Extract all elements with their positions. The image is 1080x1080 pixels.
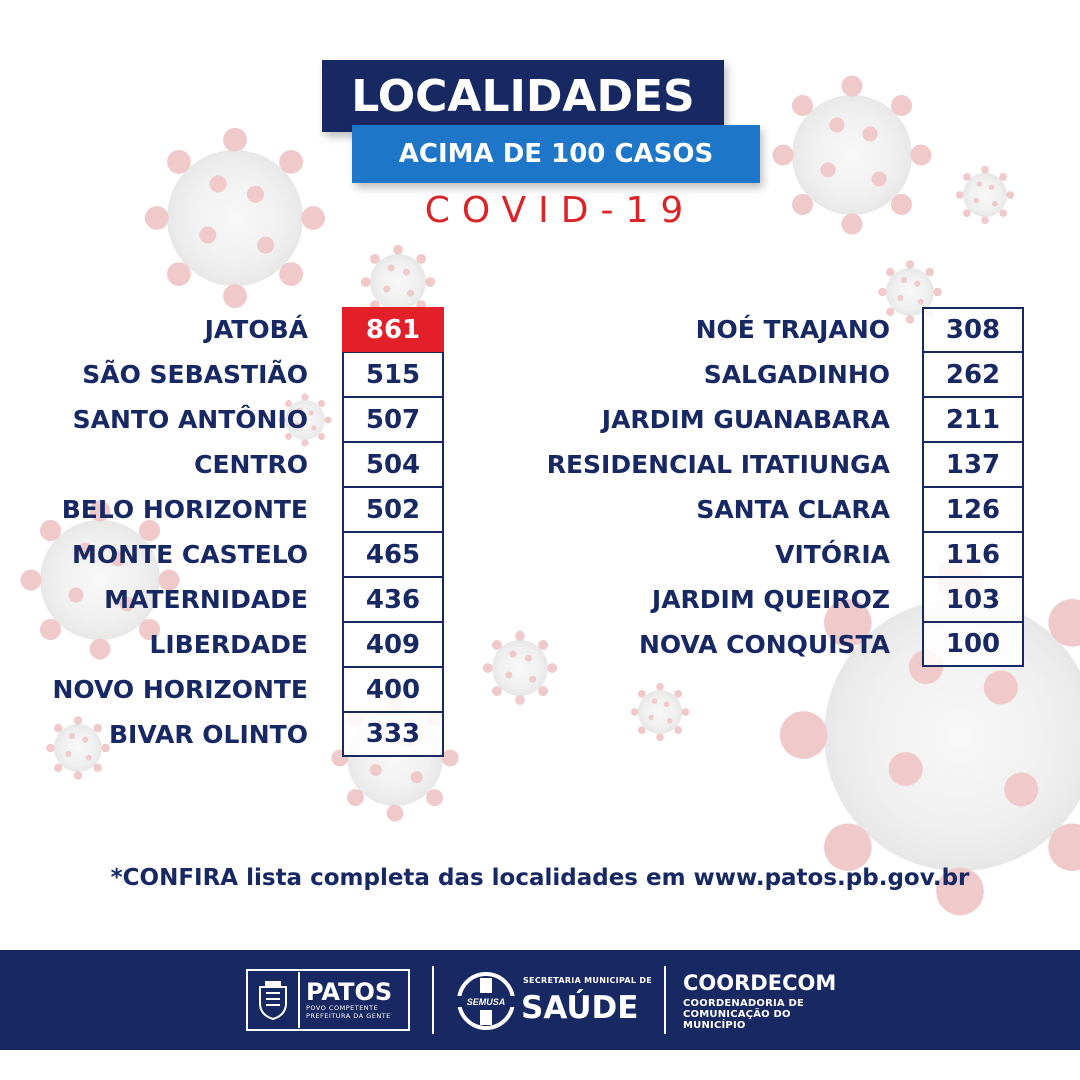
virus-decoration — [145, 128, 325, 308]
case-count: 116 — [922, 532, 1024, 577]
localities-list-left — [0, 307, 444, 757]
case-count: 507 — [342, 397, 444, 442]
footer-bar — [0, 950, 1080, 1050]
locality-row — [520, 352, 1024, 397]
page-title: LOCALIDADES — [322, 60, 724, 132]
locality-name: LIBERDADE — [149, 630, 308, 659]
locality-row — [520, 487, 1024, 532]
crest-icon — [248, 972, 300, 1028]
locality-name: NOÉ TRAJANO — [695, 315, 890, 344]
case-count: 400 — [342, 667, 444, 712]
semusa-label: SEMUSA — [466, 997, 506, 1007]
locality-row — [520, 577, 1024, 622]
localities-list-right — [520, 307, 1024, 667]
divider — [432, 966, 434, 1034]
locality-name: SALGADINHO — [703, 360, 890, 389]
case-count: 504 — [342, 442, 444, 487]
case-count: 211 — [922, 397, 1024, 442]
locality-row — [0, 487, 444, 532]
locality-row — [0, 577, 444, 622]
saude-secretaria: SECRETARIA MUNICIPAL DE — [523, 976, 653, 985]
page-subtitle: ACIMA DE 100 CASOS — [352, 125, 760, 183]
case-count: 126 — [922, 487, 1024, 532]
locality-name: SANTA CLARA — [696, 495, 890, 524]
case-count: 137 — [922, 442, 1024, 487]
locality-row — [520, 442, 1024, 487]
coordecom-subtitle: COMUNICAÇÃO DO — [683, 1009, 791, 1020]
locality-name: NOVO HORIZONTE — [52, 675, 308, 704]
locality-row — [520, 307, 1024, 352]
case-count: 262 — [922, 352, 1024, 397]
virus-decoration — [773, 76, 932, 235]
locality-row — [0, 307, 444, 352]
case-count: 100 — [922, 622, 1024, 667]
virus-decoration — [956, 166, 1014, 224]
footnote: *CONFIRA lista completa das localidades em www.patos.pb.gov.br — [110, 865, 970, 891]
locality-name: VITÓRIA — [775, 540, 890, 569]
divider — [664, 966, 666, 1034]
patos-name: PATOS — [306, 978, 393, 1006]
semusa-icon — [455, 970, 517, 1032]
case-count: 861 — [342, 307, 444, 352]
locality-name: SÃO SEBASTIÃO — [82, 360, 308, 389]
locality-row — [0, 532, 444, 577]
coordecom-logo — [683, 972, 883, 1034]
locality-name: CENTRO — [194, 450, 308, 479]
coordecom-subtitle: COORDENADORIA DE — [683, 998, 805, 1009]
case-count: 308 — [922, 307, 1024, 352]
locality-row — [0, 352, 444, 397]
locality-row — [0, 622, 444, 667]
case-count: 333 — [342, 712, 444, 757]
locality-name: RESIDENCIAL ITATIUNGA — [546, 450, 890, 479]
locality-name: BIVAR OLINTO — [108, 720, 308, 749]
case-count: 409 — [342, 622, 444, 667]
locality-row — [520, 397, 1024, 442]
locality-row — [0, 712, 444, 757]
locality-name: JARDIM GUANABARA — [601, 405, 890, 434]
patos-logo — [246, 969, 410, 1031]
locality-row — [520, 532, 1024, 577]
locality-name: SANTO ANTÔNIO — [72, 405, 308, 434]
case-count: 515 — [342, 352, 444, 397]
locality-name: JATOBÁ — [204, 315, 308, 344]
locality-row — [0, 442, 444, 487]
locality-row — [0, 397, 444, 442]
virus-decoration — [631, 683, 689, 741]
covid-tag: COVID-19 — [424, 189, 696, 231]
patos-tagline: POVO COMPETENTE — [306, 1004, 379, 1012]
saude-logo — [455, 970, 655, 1032]
locality-row — [0, 667, 444, 712]
patos-tagline: PREFEITURA DA GENTE — [306, 1012, 391, 1020]
coordecom-subtitle: MUNICÍPIO — [683, 1020, 746, 1031]
locality-name: MONTE CASTELO — [71, 540, 308, 569]
coordecom-name: COORDECOM — [683, 971, 837, 995]
locality-name: BELO HORIZONTE — [61, 495, 308, 524]
case-count: 436 — [342, 577, 444, 622]
locality-name: MATERNIDADE — [104, 585, 308, 614]
case-count: 465 — [342, 532, 444, 577]
case-count: 103 — [922, 577, 1024, 622]
saude-name: SAÚDE — [521, 990, 639, 1026]
locality-name: NOVA CONQUISTA — [638, 630, 890, 659]
locality-row — [520, 622, 1024, 667]
case-count: 502 — [342, 487, 444, 532]
locality-name: JARDIM QUEIROZ — [651, 585, 890, 614]
